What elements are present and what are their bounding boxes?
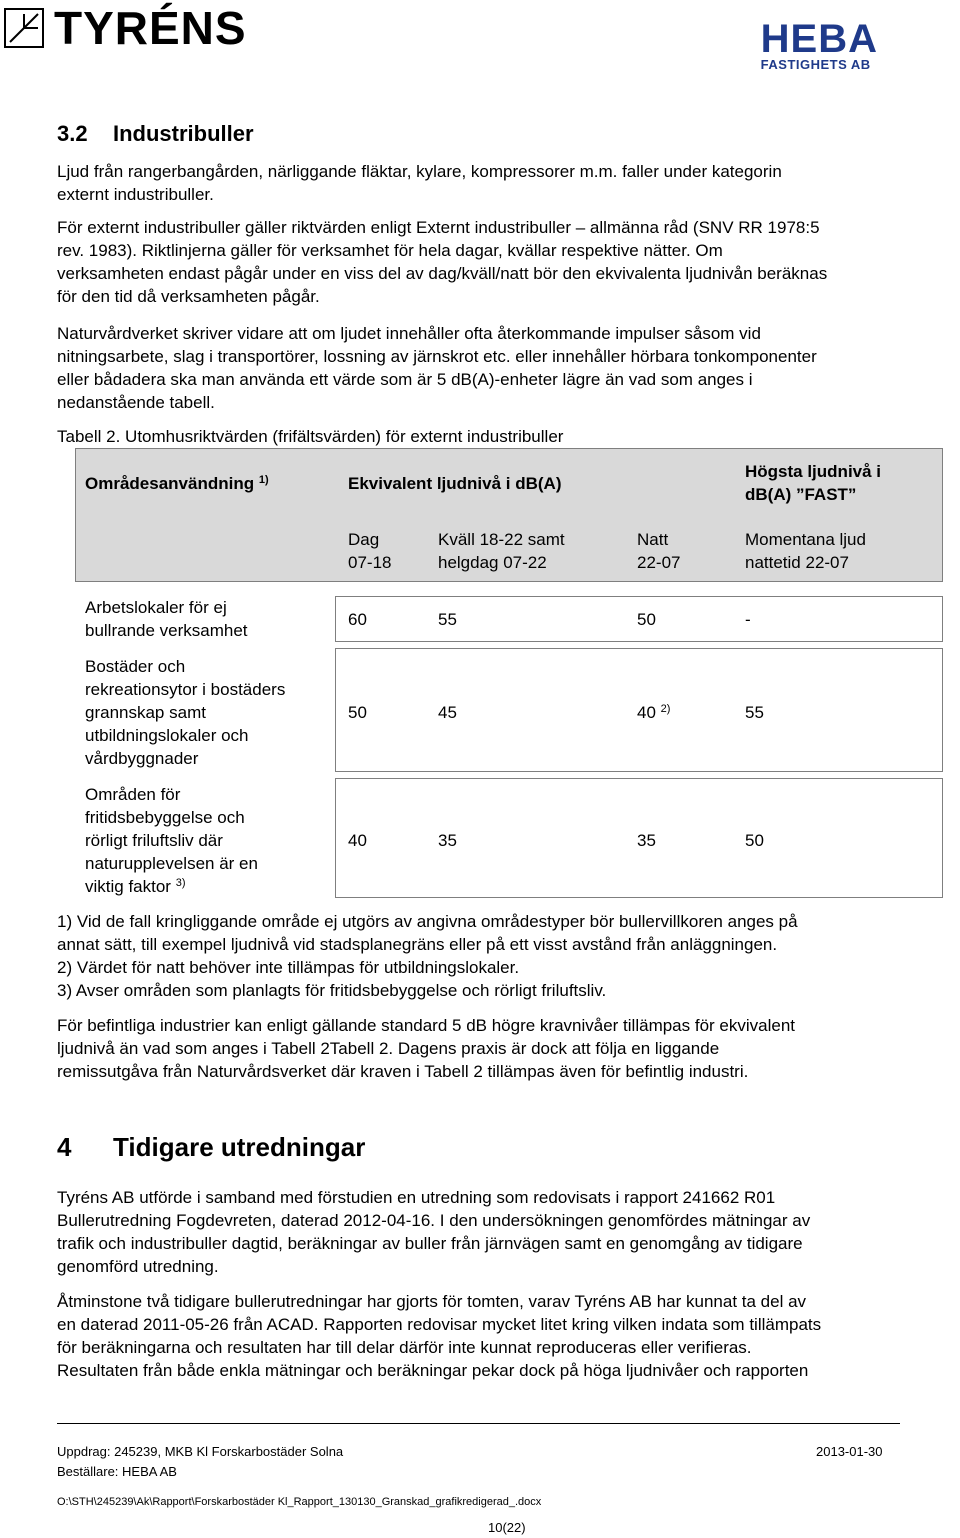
text-line: För externt industribuller gäller riktvärden enligt Externt industribuller – allmänna råd (SNV RR 1978:5 xyxy=(57,218,820,237)
footnote-1: 1) Vid de fall kringliggande område ej utgörs av angivna områdestyper bör bullervillkoren anges på xyxy=(57,912,798,931)
text-line: Åtminstone två tidigare bullerutredningar har gjorts för tomten, varav Tyréns AB har kunnat ta del av xyxy=(57,1292,807,1311)
paragraph-intro xyxy=(57,160,957,206)
header-max-level: Högsta ljudnivå i dB(A) ”FAST” xyxy=(745,462,882,504)
tyrens-logo-mark xyxy=(4,8,44,48)
text-line: en daterad 2011-05-26 från ACAD. Rapporten redovisar mycket litet kring vilken indata som tillämpats xyxy=(57,1315,822,1334)
footnote-ref: 1) xyxy=(258,474,269,486)
page-number: 10(22) xyxy=(488,1520,526,1535)
text-line: externt industribuller. xyxy=(57,185,214,204)
text-line: Naturvårdverket skriver vidare att om ljudet innehåller ofta återkommande impulser såsom vid xyxy=(57,324,761,343)
text-line: För befintliga industrier kan enligt gällande standard 5 dB högre kravnivåer tillämpas för ekvivalent xyxy=(57,1016,796,1035)
row-residential-day: 50 xyxy=(348,703,367,722)
paragraph-earlier-reports xyxy=(57,1290,957,1382)
footnote-3: 3) Avser områden som planlagts för fritidsbebyggelse och rörligt friluftsliv. xyxy=(57,981,607,1000)
subheader-evening: Kväll 18-22 samt helgdag 07-22 xyxy=(438,530,565,572)
tyrens-logo xyxy=(4,4,247,52)
heba-logo xyxy=(760,17,878,72)
heba-logo-text: HEBA xyxy=(760,17,878,61)
subheader-night: Natt 22-07 xyxy=(637,530,681,572)
text-line: ljudnivå än vad som anges i Tabell 2Tabell 2. Dagens praxis är dock att följa en liggande xyxy=(57,1039,720,1058)
text-line: verksamheten endast pågår under en viss del av dag/kväll/natt bör den ekvivalenta ljudnivån beräknas xyxy=(57,264,828,283)
noise-guideline-table xyxy=(75,448,943,898)
row-residential-night: 40 $^{2)}$ xyxy=(637,703,671,722)
row-recreation-evening: 35 xyxy=(438,831,457,850)
paragraph-existing-industry xyxy=(57,1014,957,1083)
row-workplaces-night: 50 xyxy=(637,610,656,629)
section-title: Industribuller xyxy=(113,121,254,146)
footer-client: Beställare: HEBA AB xyxy=(57,1464,177,1479)
footnote-1-cont: annat sätt, till exempel ljudnivå vid stadsplanegräns eller på ett visst avstånd från anläggningen. xyxy=(57,935,778,954)
text-line: för den tid då verksamheten pågår. xyxy=(57,287,320,306)
text-line: remissutgåva från Naturvårdsverket där kraven i Tabell 2 tillämpas även för befintlig industri. xyxy=(57,1062,749,1081)
subheader-day: Dag 07-18 xyxy=(348,530,392,572)
row-label-residential: Bostäder och rekreationsytor i bostäders grannskap samt utbildningslokaler och vårdbyggnader xyxy=(85,657,286,768)
paragraph-previous-study xyxy=(57,1186,957,1278)
section-heading-4 xyxy=(57,1132,365,1162)
footer-date: 2013-01-30 xyxy=(816,1444,883,1459)
text-line: rev. 1983). Riktlinjerna gäller för verksamhet för hela dagar, kvällar respektive nätter. Om xyxy=(57,241,723,260)
text-line: nitningsarbete, slag i transportörer, lossning av järnskrot etc. eller innehåller hörbara tonkomponenter xyxy=(57,347,817,366)
footnote-ref: 2) xyxy=(660,703,671,715)
paragraph-guidelines xyxy=(57,216,957,308)
footnote-ref: 3) xyxy=(175,877,186,889)
row-recreation-max: 50 xyxy=(745,831,764,850)
table-caption: Tabell 2. Utomhusriktvärden (frifältsvärden) för externt industribuller xyxy=(57,427,564,446)
text-line: eller bådadera ska man använda ett värde som är 5 dB(A)-enheter lägre än vad som anges i xyxy=(57,370,753,389)
text-line: genomförd utredning. xyxy=(57,1257,219,1276)
row-residential-max: 55 xyxy=(745,703,764,722)
row-workplaces-day: 60 xyxy=(348,610,367,629)
text-line: trafik och industribuller dagtid, beräkningar av buller från järnvägen samt en genomgång av tidigare xyxy=(57,1234,803,1253)
footer-file-path: O:\STH\245239\Ak\Rapport\Forskarbostäder Kl_Rapport_130130_Granskad_grafikredigerad_.docx xyxy=(57,1496,542,1508)
table-footnotes xyxy=(57,910,957,1002)
row-recreation-day: 40 xyxy=(348,831,367,850)
header-equivalent-level: Ekvivalent ljudnivå i dB(A) xyxy=(348,474,562,493)
section-title: Tidigare utredningar xyxy=(113,1132,366,1162)
section-number: 4 xyxy=(57,1132,72,1162)
text-line: nedanstående tabell. xyxy=(57,393,215,412)
header-area-use: Områdesanvändning $^{1)}$ xyxy=(85,474,269,493)
footnote-2: 2) Värdet för natt behöver inte tillämpas för utbildningslokaler. xyxy=(57,958,520,977)
row-label-workplaces: Arbetslokaler för ej bullrande verksamhet xyxy=(85,598,248,640)
section-heading-3-2 xyxy=(57,121,254,147)
row-recreation-night: 35 xyxy=(637,831,656,850)
footer-divider xyxy=(57,1423,900,1424)
row-workplaces-evening: 55 xyxy=(438,610,457,629)
text-line: Tyréns AB utförde i samband med förstudien en utredning som redovisats i rapport 241662 R01 xyxy=(57,1188,776,1207)
row-label-recreation: Områden för fritidsbebyggelse och rörligt friluftsliv där naturupplevelsen är en viktig faktor $^{3)}$ xyxy=(85,785,258,896)
row-residential-evening: 45 xyxy=(438,703,457,722)
paragraph-impulses xyxy=(57,322,957,414)
section-number: 3.2 xyxy=(57,121,88,146)
text-line: för beräkningarna och resultaten har till delar därför inte kunnat reproduceras eller verifieras. xyxy=(57,1338,752,1357)
footer-assignment: Uppdrag: 245239, MKB Kl Forskarbostäder Solna xyxy=(57,1444,344,1459)
tyrens-logo-text: TYRÉNS xyxy=(54,2,247,54)
heba-logo-subtitle: FASTIGHETS AB xyxy=(760,57,871,72)
subheader-max: Momentana ljud nattetid 22-07 xyxy=(745,530,866,572)
row-workplaces-max: - xyxy=(745,610,751,629)
text-line: Bullerutredning Fogdevreten, daterad 2012-04-16. I den undersökningen genomfördes mätningar av xyxy=(57,1211,811,1230)
text-line: Resultaten från både enkla mätningar och beräkningar pekar dock på höga ljudnivåer och rapporten xyxy=(57,1361,809,1380)
text-line: Ljud från rangerbangården, närliggande fläktar, kylare, kompressorer m.m. faller under kategorin xyxy=(57,162,782,181)
